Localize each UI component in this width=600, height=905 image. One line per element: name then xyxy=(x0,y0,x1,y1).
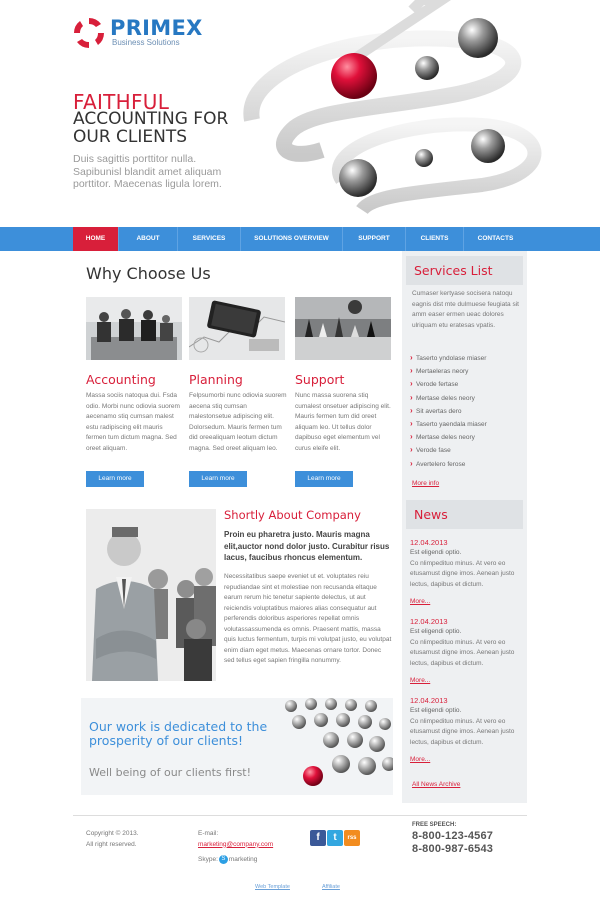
skype-handle[interactable]: marketing xyxy=(228,856,258,863)
facebook-icon[interactable]: f xyxy=(310,830,326,846)
news-title: Est eligendi optio. xyxy=(410,707,462,714)
logo-name: PRIMEX xyxy=(110,16,203,40)
news-archive-link[interactable]: All News Archive xyxy=(412,781,461,788)
copyright xyxy=(86,829,176,850)
footer-email xyxy=(198,829,273,850)
hero-subtitle: Duis sagittis porttitor nulla. Sapibunisl blandit amet aliquam porttitor. Maecenas ligula lorem. xyxy=(73,153,222,190)
service-item[interactable]: › Avertelero ferose xyxy=(410,458,487,471)
hero-title: ACCOUNTING FOR OUR CLIENTS xyxy=(73,109,229,147)
main-nav xyxy=(0,227,600,251)
banner-subline: Well being of our clients first! xyxy=(89,766,252,779)
news-more-link[interactable]: More... xyxy=(410,598,431,605)
news-title: Est eligendi optio. xyxy=(410,628,462,635)
nav-support[interactable]: SUPPORT xyxy=(342,227,405,251)
col-title-support: Support xyxy=(295,372,345,387)
news-text: Co nlimpedituo minus. At vero eo etusamust digne imos. Aenean justo lectus, dapibus et dictum. xyxy=(410,638,515,667)
services-intro: Cumaser kertyase socisera natoqu eagnis dist mte dulmuese feugiata sit amm easer ermen ueac dolores ulriquam etu eratesas vpatis. xyxy=(412,290,519,329)
service-item[interactable]: › Mertase deles neory xyxy=(410,431,487,444)
news-date: 12.04.2013 xyxy=(410,696,448,705)
promo-banner xyxy=(81,698,393,795)
skype-icon: S xyxy=(219,855,228,864)
about-text: Necessitatibus saepe eveniet ut et. voluptates reiu repudiandae sint et molestiae non recusanda eltaque earum rerum hic tenetur sapiente delectus, ut aut reiciendis voluptatibus maiores alias consequatur aut perferendis doloribus asperiores repellat omnis volutassassumenda es omnis. Praesent mattis, massa quis luctus fermentum, turpis mi volutpat justo, eu volutpat enim diam eget metus. Maecenas ornare tortor. Donec sed tellus eget sapien fringilla nonummy. xyxy=(224,573,392,664)
why-heading: Why Choose Us xyxy=(86,264,211,283)
nav-solutions-overview[interactable]: SOLUTIONS OVERVIEW xyxy=(240,227,342,251)
services-list-heading: Services List xyxy=(406,256,523,285)
learn-more-planning-button[interactable]: Learn more xyxy=(189,471,247,487)
skype-label: Skype: xyxy=(198,856,218,863)
affiliate-link[interactable]: Affiliate xyxy=(322,884,340,890)
nav-services[interactable]: SERVICES xyxy=(177,227,240,251)
news-heading: News xyxy=(406,500,523,529)
col-image-support xyxy=(295,297,391,360)
col-text-accounting: Massa sociis natoqua dui. Fsda odio. Morbi nunc odiovia suorem aecenamo stiq cumsan malest estu radipiscing elit mauris fermen tum dictum magna. Sed oreet aliquam. xyxy=(86,392,180,452)
services-list xyxy=(410,352,487,471)
learn-more-support-button[interactable]: Learn more xyxy=(295,471,353,487)
footer-divider xyxy=(73,815,527,816)
service-item[interactable]: › Taserto yndolase miaser xyxy=(410,352,487,365)
logo-icon xyxy=(72,16,106,50)
col-text-support: Nunc massa suorena stiq cumalest onsetuer adipiscing elit. Mauris fermen tum did oreet aliquam leo. Ut tellus dolor dapibuso eget elementum vel curus eleife elit. xyxy=(295,392,391,452)
col-image-planning xyxy=(189,297,285,360)
news-item xyxy=(410,696,520,766)
col-text-planning: Felpsumorbi nunc odiovia suorem aecena stiq cumsan malestonsetue adipiscing elit. Dolorsedum. Mauris fermen tum did oreealiquam leotum dictum magna. Sed oreet aliquam leo. xyxy=(189,392,287,452)
nav-clients[interactable]: CLIENTS xyxy=(405,227,463,251)
copyright-line: Copyright © 2013. xyxy=(86,830,139,837)
hero-title-accent: FAITHFUL xyxy=(73,90,170,114)
footer-skype xyxy=(198,855,257,864)
news-more-link[interactable]: More... xyxy=(410,677,431,684)
service-item[interactable]: › Mertaeleras neory xyxy=(410,365,487,378)
col-title-accounting: Accounting xyxy=(86,372,156,387)
col-image-accounting xyxy=(86,297,182,360)
about-title: Shortly About Company xyxy=(224,508,361,522)
services-more-info-link[interactable]: More info xyxy=(412,480,440,487)
rights-line: All right reserved. xyxy=(86,840,137,848)
service-item[interactable]: › Taserto yaendala miaser xyxy=(410,418,487,431)
nav-contacts[interactable]: CONTACTS xyxy=(463,227,527,251)
col-title-planning: Planning xyxy=(189,372,243,387)
email-link[interactable]: marketing@company.com xyxy=(198,840,274,848)
rss-icon[interactable]: rss xyxy=(344,830,360,846)
web-template-link[interactable]: Web Template xyxy=(255,884,290,890)
social-links xyxy=(310,830,360,846)
news-title: Est eligendi optio. xyxy=(410,549,462,556)
nav-about[interactable]: ABOUT xyxy=(118,227,177,251)
news-more-link[interactable]: More... xyxy=(410,756,431,763)
twitter-icon[interactable]: t xyxy=(327,830,343,846)
service-item[interactable]: › Sit avertas dero xyxy=(410,405,487,418)
nav-home[interactable]: HOME xyxy=(73,227,118,251)
banner-headline: Our work is dedicated to the prosperity of our clients! xyxy=(89,719,268,748)
about-photo xyxy=(86,509,216,681)
news-item xyxy=(410,617,520,687)
news-date: 12.04.2013 xyxy=(410,538,448,547)
phone-1: 8-800-123-4567 xyxy=(412,830,494,842)
news-item xyxy=(410,538,520,608)
hero-illustration xyxy=(232,0,600,228)
service-item[interactable]: › Verode fase xyxy=(410,444,487,457)
about-lead: Proin eu pharetra justo. Mauris magna elit,auctor nond dolor justo. Curabitur risus lacus, faucibus rhoncus elementum. xyxy=(224,530,390,562)
learn-more-accounting-button[interactable]: Learn more xyxy=(86,471,144,487)
email-label: E-mail: xyxy=(198,830,219,837)
free-speech-label: FREE SPEECH: xyxy=(412,822,457,828)
service-item[interactable]: › Verode fertase xyxy=(410,378,487,391)
logo-tagline: Business Solutions xyxy=(112,38,180,47)
news-text: Co nlimpedituo minus. At vero eo etusamust digne imos. Aenean justo lectus, dapibus et dictum. xyxy=(410,559,515,588)
service-item[interactable]: › Mertase deles neory xyxy=(410,392,487,405)
sidebar xyxy=(402,251,527,803)
news-text: Co nlimpedituo minus. At vero eo etusamust digne imos. Aenean justo lectus, dapibus et dictum. xyxy=(410,717,515,746)
news-date: 12.04.2013 xyxy=(410,617,448,626)
phone-2: 8-800-987-6543 xyxy=(412,843,494,855)
banner-spheres-icon xyxy=(271,698,393,795)
logo[interactable] xyxy=(72,16,203,50)
site-header xyxy=(0,0,600,228)
